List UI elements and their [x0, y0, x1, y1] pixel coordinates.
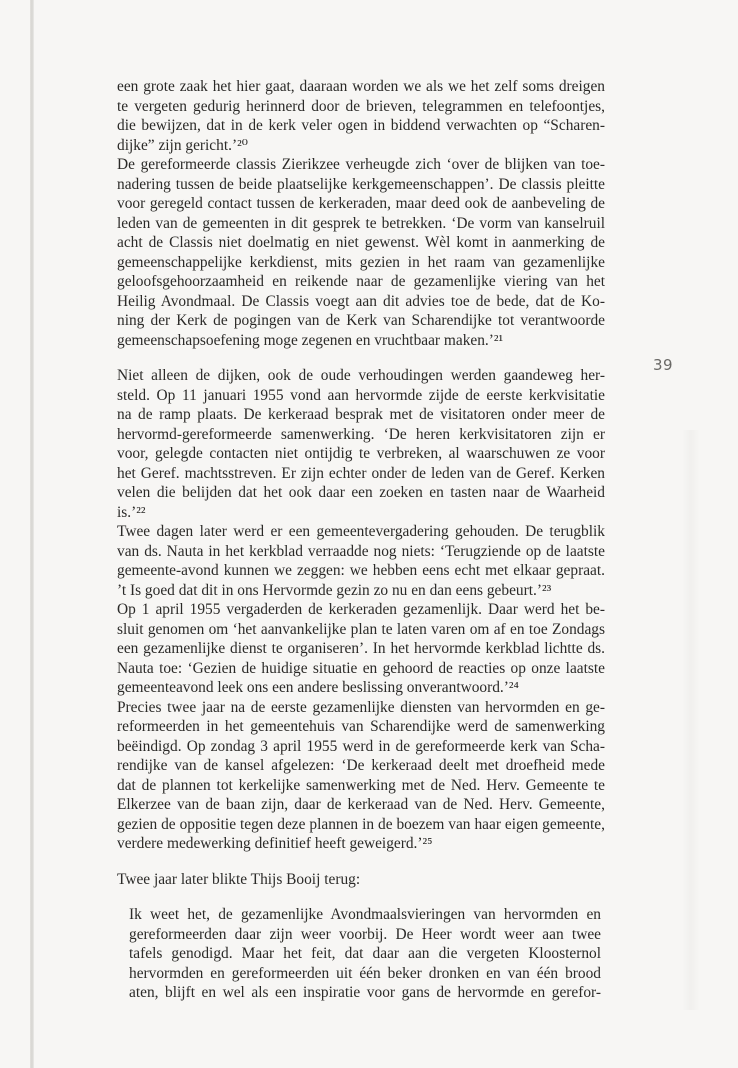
- text-line: gemeenschappelijke kerkdienst, mits gezien in het raam van gezamenlijke: [117, 253, 605, 271]
- text-line: is.’²²: [117, 503, 146, 521]
- paragraph: [117, 77, 605, 155]
- paragraph: [117, 155, 605, 350]
- text-line: een grote zaak het hier gaat, daaraan worden we als we het zelf soms dreigen: [117, 78, 605, 95]
- text-line: hervormd-gereformeerde samenwerking. ‘De heren kerkvisitatoren zijn er: [117, 425, 605, 443]
- text-line: Op 1 april 1955 vergaderden de kerkeraden gezamenlijk. Daar werd het be-: [117, 601, 605, 618]
- paragraph: [117, 366, 605, 522]
- text-line: ning der Kerk de pogingen van de Kerk van Scharendijke tot verantwoorde: [117, 312, 605, 329]
- page-binding-edge: [30, 0, 34, 1068]
- text-line: De gereformeerde classis Zierikzee verheugde zich ‘over de blijken van toe-: [117, 156, 605, 173]
- text-line: voor geregeld contact tussen de kerkeraden, maar deed ook de aanbeveling de: [117, 195, 605, 212]
- paragraph: [117, 522, 605, 600]
- text-line: acht de Classis niet doelmatig en niet gewenst. Wèl komt in aanmerking de: [117, 234, 605, 251]
- paragraph-gap: [117, 889, 605, 905]
- text-line: Precies twee jaar na de eerste gezamenlijke diensten van hervormden en ge-: [117, 698, 605, 716]
- body-text: [117, 77, 605, 1003]
- text-line: sluit genomen om ‘het aanvankelijke plan te laten varen om af en toe Zondags: [117, 620, 605, 638]
- text-line: reformeerden in het gemeentehuis van Scharendijke werd de samenwerking: [117, 718, 605, 735]
- paragraph-gap: [117, 854, 605, 870]
- text-line: dat de plannen tot kerkelijke samenwerking met de Ned. Herv. Gemeente te: [117, 776, 605, 794]
- quote-line: gereformeerden daar zijn weer voorbij. De Heer wordt weer aan twee: [129, 925, 601, 943]
- paragraph: [117, 870, 605, 890]
- quote-line: Ik weet het, de gezamenlijke Avondmaalsvieringen van hervormden en: [129, 906, 601, 923]
- text-line: gemeente-avond kunnen we zeggen: we hebben eens echt met elkaar gepraat.: [117, 562, 605, 579]
- text-line: gezien de oppositie tegen deze plannen in de boezem van haar eigen gemeente,: [117, 815, 605, 833]
- text-line: Twee dagen later werd er een gemeentevergadering gehouden. De terugblik: [117, 523, 605, 540]
- text-line: dijke” zijn gericht.’²⁰: [117, 136, 248, 154]
- text-line: Twee jaar later blikte Thijs Booij terug:: [117, 870, 361, 888]
- page-shadow: [682, 430, 700, 1010]
- paragraph-gap: [117, 350, 605, 366]
- text-line: Nauta toe: ‘Gezien de huidige situatie en gehoord de reacties op onze laatste: [117, 659, 605, 677]
- text-line: beëindigd. Op zondag 3 april 1955 werd in de gereformeerde kerk van Scha-: [117, 737, 605, 755]
- quote-line: tafels genodigd. Maar het feit, dat daar aan die vergeten Kloosternol: [129, 945, 601, 962]
- text-line: gemeenteavond leek ons een andere beslissing onverantwoord.’²⁴: [117, 679, 519, 696]
- text-line: van ds. Nauta in het kerkblad verraadde nog niets: ‘Terugziende op de laatste: [117, 542, 605, 560]
- text-line: Niet alleen de dijken, ook de oude verhoudingen werden gaandeweg her-: [117, 367, 605, 384]
- text-line: voor, gelegde contacten niet ontijdig te verbreken, al waarschuwen ze voor: [117, 445, 605, 462]
- text-line: rendijke van de kansel afgelezen: ‘De kerkeraad deelt met droefheid mede: [117, 757, 605, 774]
- text-line: velen die belijden dat het ook daar een zoeken en tasten naar de Waarheid: [117, 484, 605, 501]
- paragraph: [117, 698, 605, 854]
- text-line: na de ramp plaats. De kerkeraad besprak met de visitatoren onder meer de: [117, 406, 605, 423]
- text-line: leden van de gemeenten in dit gesprek te betrekken. ‘De vorm van kanselruil: [117, 214, 605, 232]
- text-line: steld. Op 11 januari 1955 vond aan hervormde zijde de eerste kerkvisitatie: [117, 386, 605, 404]
- paragraph: [117, 600, 605, 698]
- text-line: ’t Is goed dat dit in ons Hervormde gezin zo nu en dan eens gebeurt.’²³: [117, 581, 552, 599]
- text-line: Heilig Avondmaal. De Classis voegt aan dit advies toe de bede, dat de Ko-: [117, 292, 605, 310]
- text-line: het Geref. machtsstreven. Er zijn echter onder de leden van de Geref. Kerken: [117, 464, 605, 482]
- text-line: die bewijzen, dat in de kerk veler ogen in biddend verwachten op “Scharen-: [117, 117, 605, 134]
- text-line: een gezamenlijke dienst te organiseren’. In het hervormde kerkblad lichtte ds.: [117, 640, 605, 657]
- page-number: 39: [653, 356, 674, 374]
- text-line: gemeenschapsoefening moge zegenen en vruchtbaar maken.’²¹: [117, 331, 504, 349]
- text-line: verdere medewerking definitief heeft geweigerd.’²⁵: [117, 835, 433, 852]
- text-line: Elkerzee van de baan zijn, daar de kerkeraad van de Ned. Herv. Gemeente,: [117, 796, 605, 813]
- text-line: geloofsgehoorzaamheid en reikende naar de gezamenlijke viering van het: [117, 273, 605, 290]
- text-line: nadering tussen de beide plaatselijke kerkgemeenschappen’. De classis pleitte: [117, 175, 605, 193]
- text-line: te vergeten gedurig herinnerd door de brieven, telegrammen en telefoontjes,: [117, 97, 605, 115]
- quote-line: aten, blijft en wel als een inspiratie voor gans de hervormde en gerefor-: [129, 984, 601, 1001]
- block-quote: [129, 905, 601, 1003]
- quote-line: hervormden en gereformeerden uit één beker dronken en van één brood: [129, 964, 601, 982]
